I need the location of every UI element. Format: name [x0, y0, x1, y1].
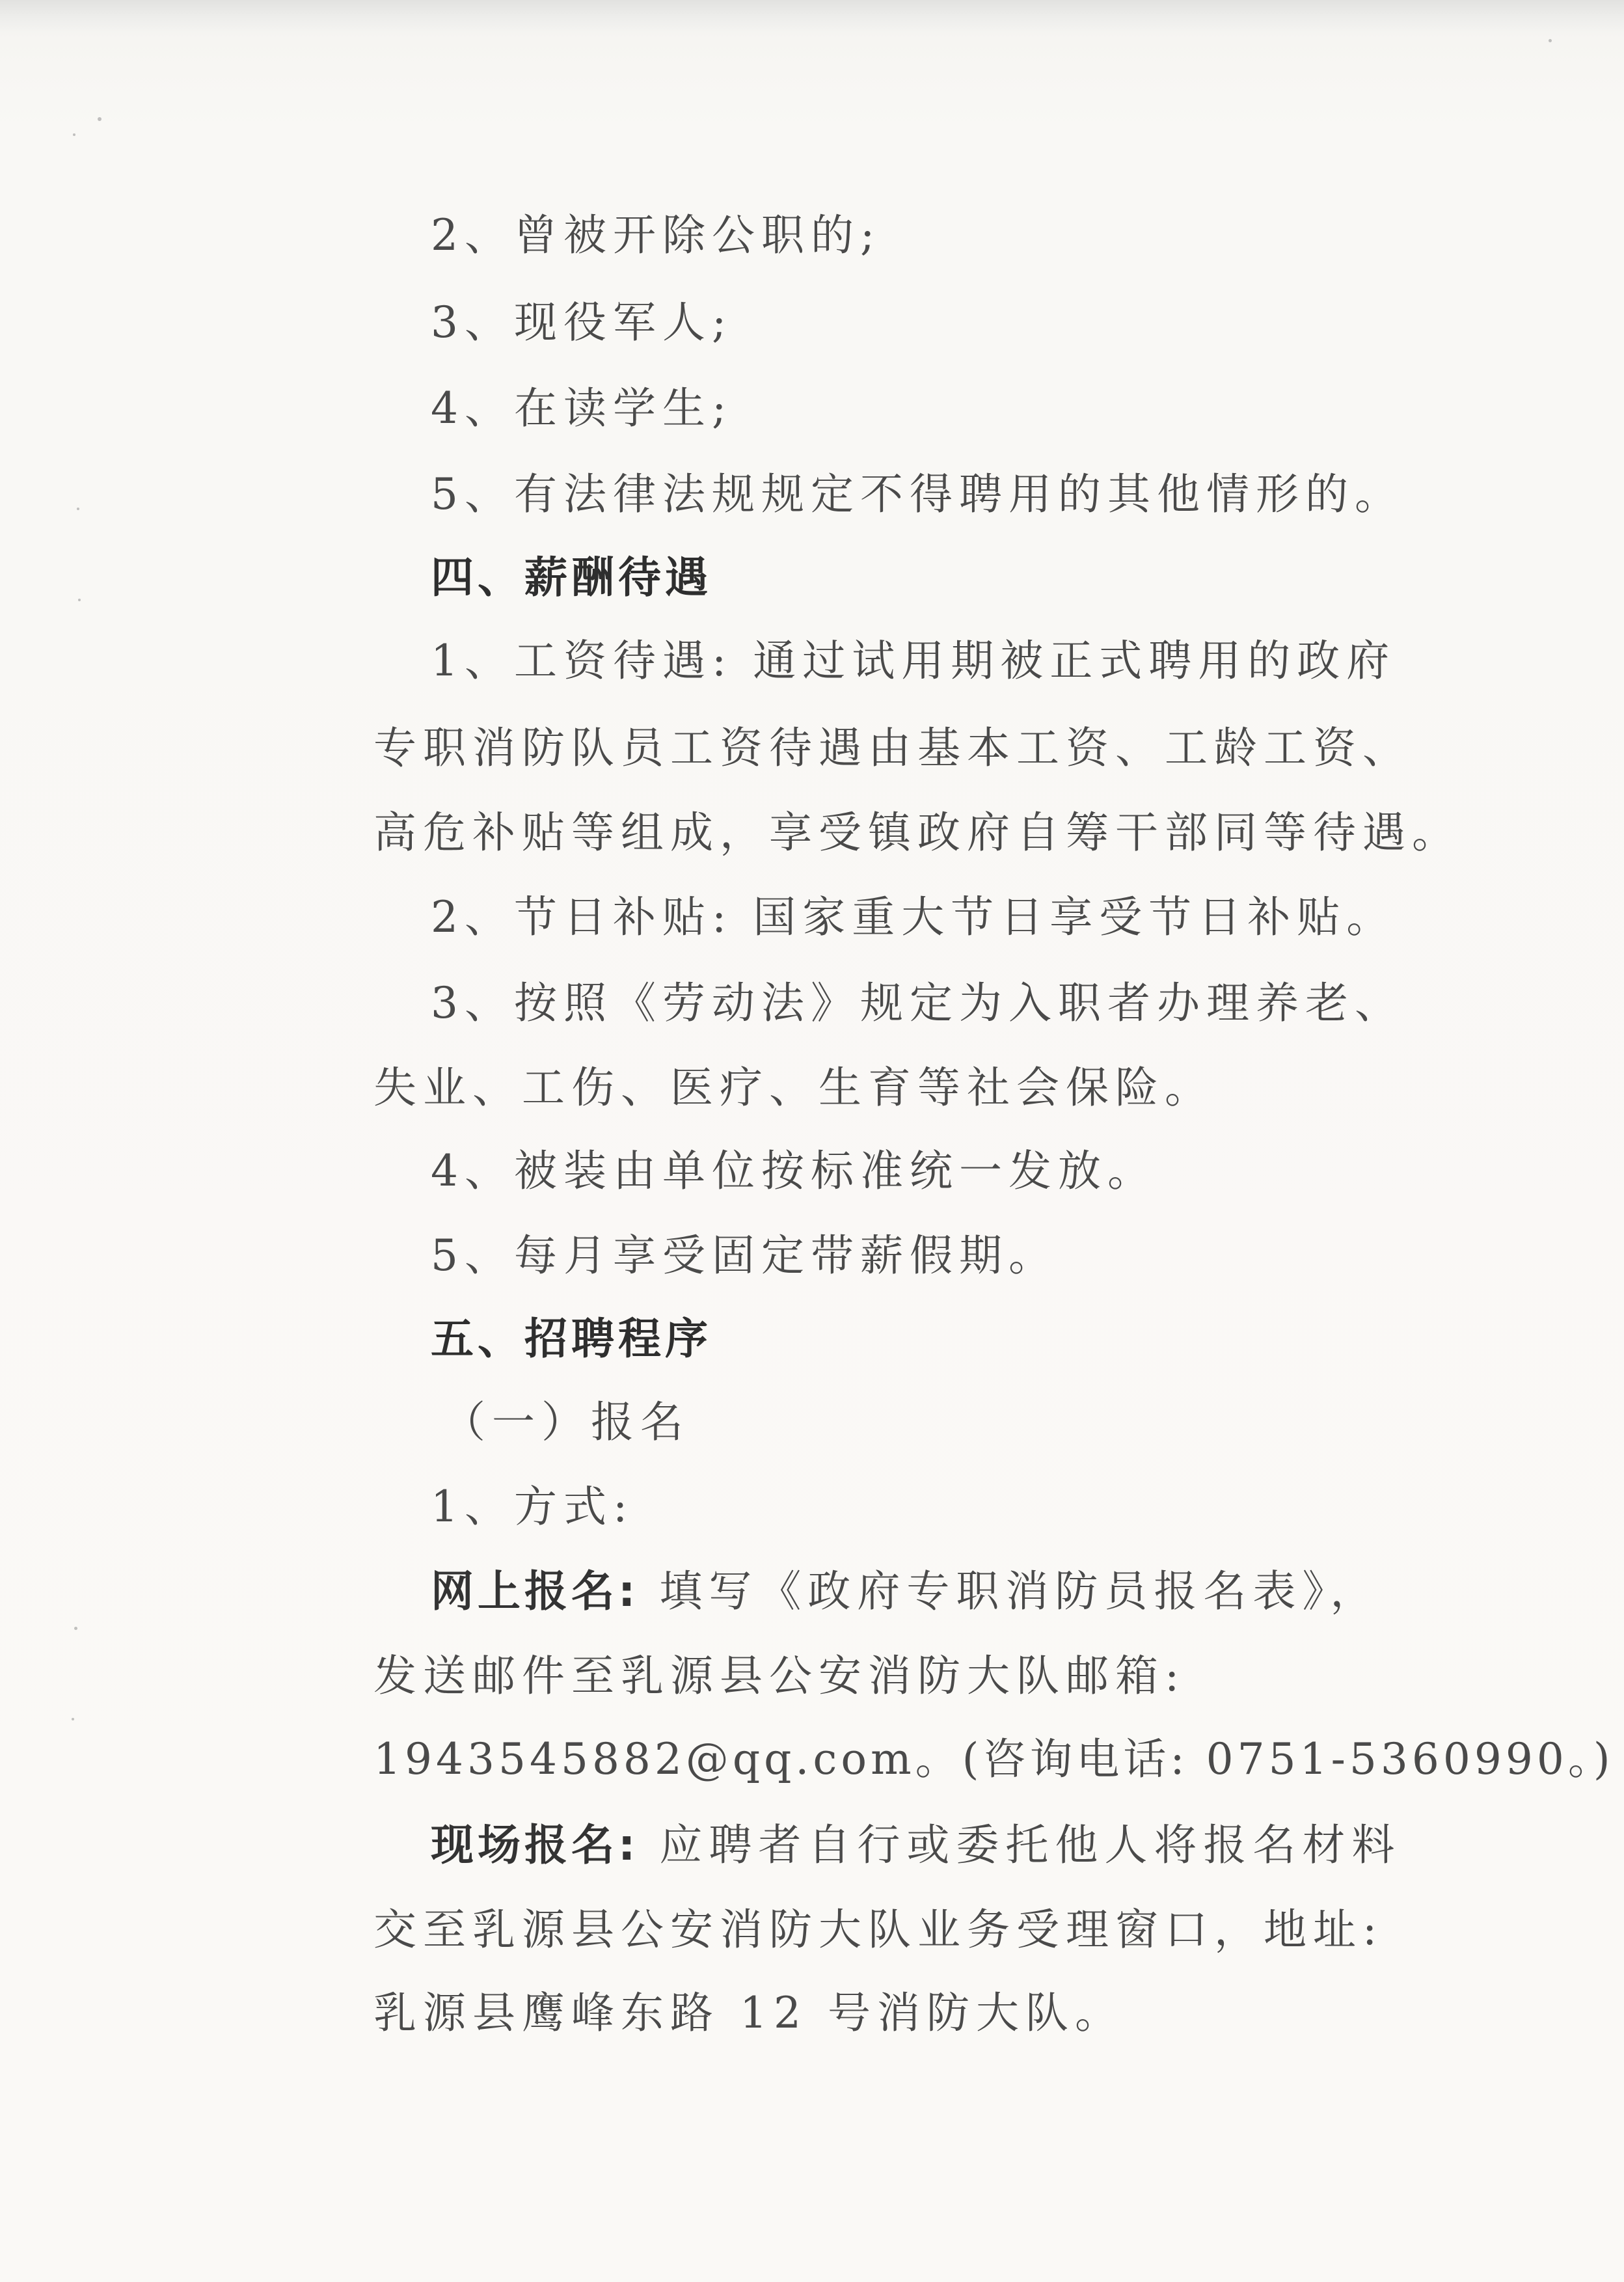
onsite-registration-label: 现场报名: [431, 1820, 640, 1870]
paragraph-holiday: 2、节日补贴: 国家重大节日享受节日补贴。 [431, 892, 1396, 942]
list-item-5: 5、有法律法规规定不得聘用的其他情形的。 [431, 469, 1404, 519]
onsite-registration-text: 应聘者自行或委托他人将报名材料 [639, 1820, 1401, 1870]
paragraph-onsite-line-1 [431, 1819, 1401, 1871]
paragraph-method: 1、方式: [431, 1482, 634, 1532]
scan-speck [74, 1627, 77, 1630]
online-registration-text: 填写《政府专职消防员报名表》， [639, 1566, 1380, 1616]
section-heading-5: 五、招聘程序 [431, 1314, 712, 1364]
paragraph-salary-line-2: 专职消防队员工资待遇由基本工资、工龄工资、 [373, 723, 1412, 773]
paragraph-onsite-line-2: 交至乳源县公安消防大队业务受理窗口，地址: [373, 1905, 1384, 1955]
paragraph-online-line-3: 1943545882@qq.com。(咨询电话: 0751-5360990。) [373, 1734, 1614, 1784]
paragraph-insurance-line-2: 失业、工伤、医疗、生育等社会保险。 [373, 1063, 1214, 1113]
paragraph-salary-line-3: 高危补贴等组成，享受镇政府自筹干部同等待遇。 [373, 808, 1461, 858]
scan-speck [98, 117, 102, 121]
scan-speck [72, 1718, 74, 1720]
section-heading-4: 四、薪酬待遇 [431, 552, 712, 603]
scan-speck [77, 508, 79, 510]
paragraph-uniform: 4、被装由单位按标准统一发放。 [431, 1146, 1157, 1196]
scan-speck [73, 133, 75, 136]
subsection-registration: （一）报名 [442, 1397, 690, 1447]
paragraph-insurance-line-1: 3、按照《劳动法》规定为入职者办理养老、 [431, 978, 1404, 1028]
paragraph-salary-line-1: 1、工资待遇: 通过试用期被正式聘用的政府 [431, 636, 1396, 686]
paragraph-online-line-1 [431, 1566, 1379, 1618]
list-item-4: 4、在读学生; [431, 383, 733, 433]
list-item-2: 2、曾被开除公职的; [431, 210, 882, 260]
paragraph-online-line-2: 发送邮件至乳源县公安消防大队邮箱: [373, 1651, 1186, 1701]
paragraph-onsite-line-3: 乳源县鹰峰东路 12 号消防大队。 [373, 1988, 1124, 2038]
list-item-3: 3、现役军人; [431, 297, 733, 347]
paragraph-leave: 5、每月享受固定带薪假期。 [431, 1230, 1058, 1281]
scan-top-edge [0, 0, 1624, 31]
online-registration-label: 网上报名: [431, 1566, 640, 1616]
scan-speck [78, 599, 81, 601]
scan-speck [1549, 39, 1552, 42]
